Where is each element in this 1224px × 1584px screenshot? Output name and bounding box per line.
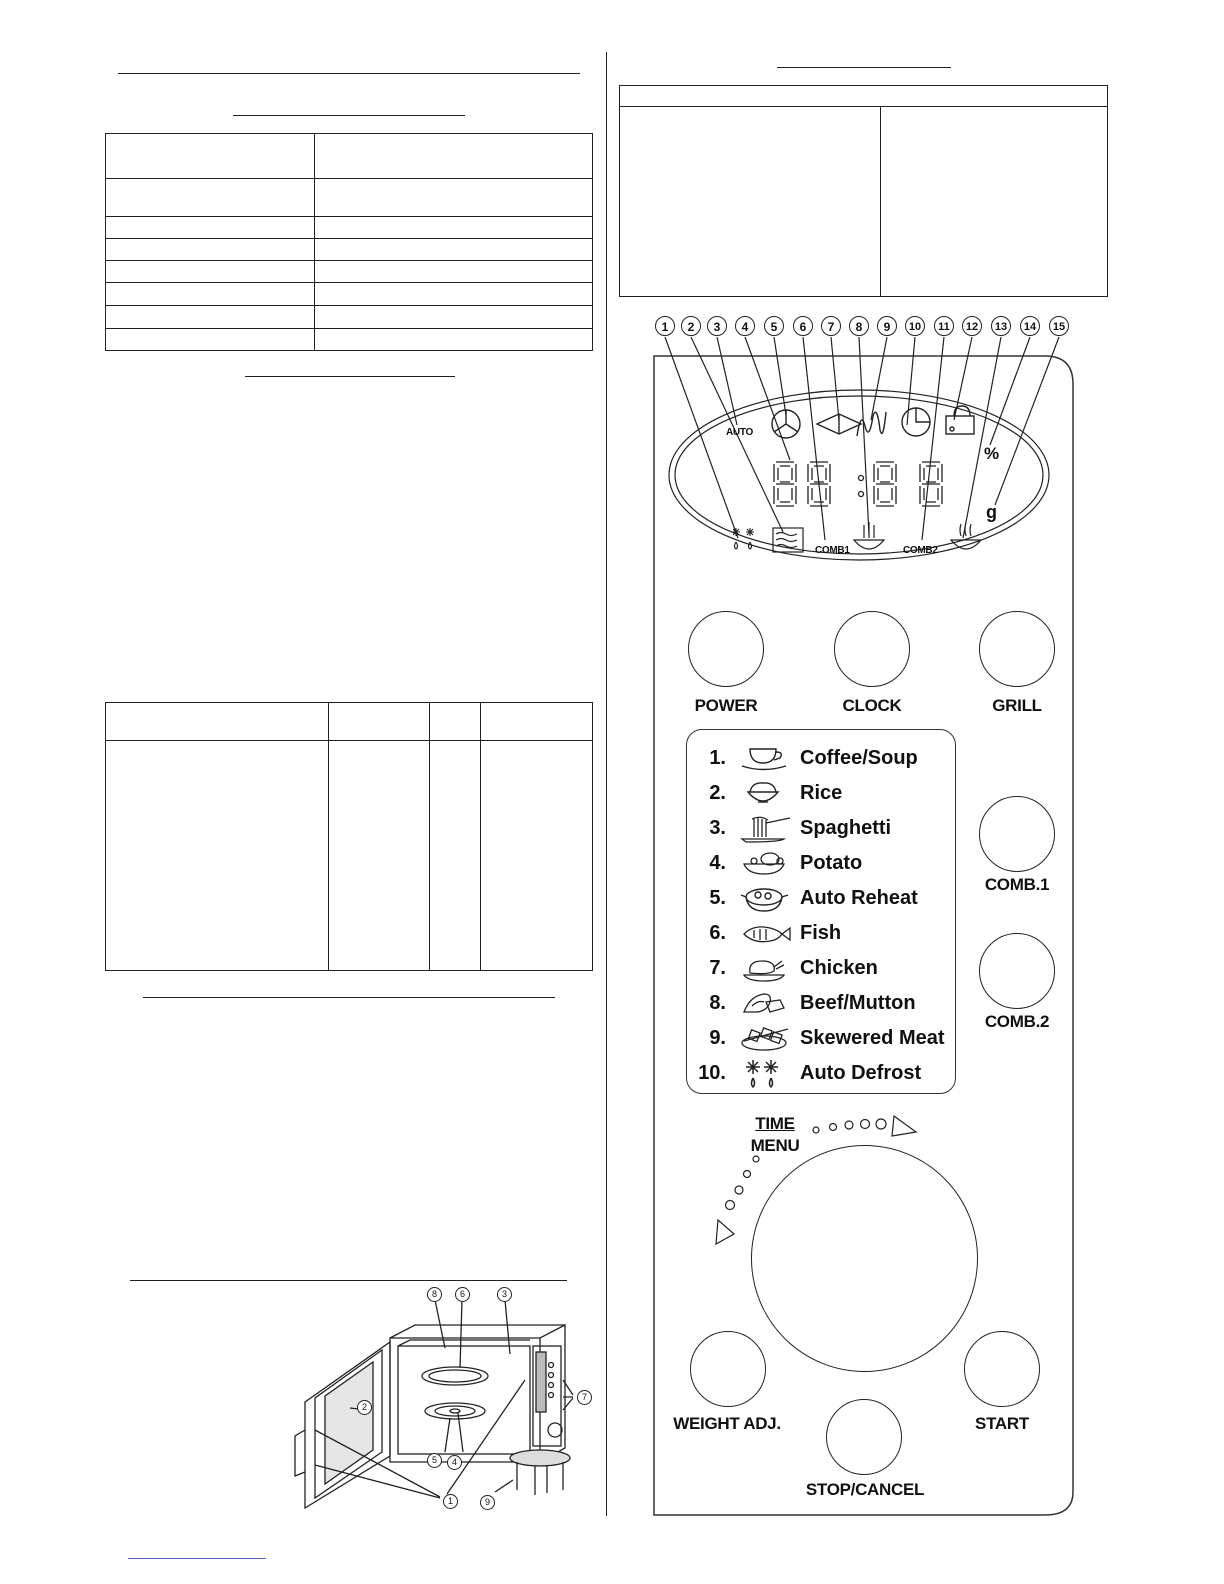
menu-name: Skewered Meat bbox=[800, 1027, 945, 1049]
percent-indicator: % bbox=[984, 444, 1000, 463]
callout-3: 3 bbox=[707, 316, 727, 336]
callout-15: 15 bbox=[1049, 316, 1069, 336]
specifications-table bbox=[105, 133, 593, 351]
menu-number: 10. bbox=[698, 1062, 726, 1084]
oven-callout-6: 6 bbox=[455, 1287, 470, 1302]
clock-icon bbox=[902, 408, 930, 436]
list-item bbox=[690, 992, 960, 1027]
list-item bbox=[690, 957, 960, 992]
callout-12: 12 bbox=[962, 316, 982, 336]
time-menu-dial[interactable] bbox=[751, 1145, 978, 1372]
oven-illustration bbox=[285, 1280, 605, 1520]
oven-callout-8: 8 bbox=[427, 1287, 442, 1302]
callout-5: 5 bbox=[764, 316, 784, 336]
column-divider bbox=[606, 52, 607, 1516]
callout-10: 10 bbox=[905, 316, 925, 336]
callout-13: 13 bbox=[991, 316, 1011, 336]
right-table bbox=[619, 85, 1108, 297]
menu-label: MENU bbox=[750, 1136, 800, 1155]
steam-bowl-icon bbox=[854, 522, 884, 549]
lock-icon bbox=[946, 406, 974, 434]
comb2-label: COMB.2 bbox=[984, 1012, 1050, 1031]
comb1-label: COMB.1 bbox=[984, 875, 1050, 894]
heading-rule-right bbox=[777, 67, 951, 68]
arrow-left-icon bbox=[716, 1220, 734, 1244]
list-item bbox=[690, 1062, 960, 1097]
potato-icon bbox=[740, 850, 792, 878]
callout-6: 6 bbox=[793, 316, 813, 336]
beef-icon bbox=[740, 990, 792, 1018]
rice-bowl-icon bbox=[740, 780, 792, 808]
menu-name: Coffee/Soup bbox=[800, 747, 918, 769]
oven-callout-9: 9 bbox=[480, 1495, 495, 1510]
list-item bbox=[690, 782, 960, 817]
callout-11: 11 bbox=[934, 316, 954, 336]
gram-indicator: g bbox=[986, 502, 997, 522]
oven-callout-1: 1 bbox=[443, 1494, 458, 1509]
comb1-indicator: COMB1 bbox=[815, 545, 850, 556]
heading-rule-install bbox=[143, 997, 555, 998]
menu-number: 6. bbox=[709, 922, 726, 944]
menu-name: Rice bbox=[800, 782, 843, 804]
oven-callout-3: 3 bbox=[497, 1287, 512, 1302]
callout-4: 4 bbox=[735, 316, 755, 336]
spaghetti-fork-icon bbox=[740, 815, 792, 843]
stop-cancel-label: STOP/CANCEL bbox=[805, 1480, 925, 1499]
digit-display bbox=[774, 462, 942, 506]
skewer-icon bbox=[740, 1025, 792, 1053]
comb2-indicator: COMB2 bbox=[903, 545, 938, 556]
time-label: TIME bbox=[755, 1114, 795, 1133]
list-item bbox=[690, 922, 960, 957]
power-button[interactable] bbox=[688, 611, 764, 687]
comb1-button[interactable] bbox=[979, 796, 1055, 872]
menu-number: 1. bbox=[709, 747, 726, 769]
oven-callout-7: 7 bbox=[577, 1390, 592, 1405]
menu-name: Chicken bbox=[800, 957, 878, 979]
start-button[interactable] bbox=[964, 1331, 1040, 1407]
menu-number: 4. bbox=[709, 852, 726, 874]
callout-2: 2 bbox=[681, 316, 701, 336]
menu-name: Fish bbox=[800, 922, 842, 944]
heading-rule-top bbox=[118, 73, 580, 74]
clock-button[interactable] bbox=[834, 611, 910, 687]
chicken-icon bbox=[740, 955, 792, 983]
list-item bbox=[690, 852, 960, 887]
clock-label: CLOCK bbox=[842, 696, 902, 715]
lcd-display bbox=[650, 330, 1080, 600]
coffee-cup-icon bbox=[740, 745, 792, 773]
callout-8: 8 bbox=[849, 316, 869, 336]
auto-menu-list bbox=[690, 747, 960, 1092]
oven-callout-4: 4 bbox=[447, 1455, 462, 1470]
weight-adj-label: WEIGHT ADJ. bbox=[673, 1414, 781, 1433]
list-item bbox=[690, 747, 960, 782]
callout-14: 14 bbox=[1020, 316, 1040, 336]
heading-rule-section bbox=[245, 376, 455, 377]
menu-name: Potato bbox=[800, 852, 863, 874]
menu-name: Auto Defrost bbox=[800, 1062, 922, 1084]
menu-number: 9. bbox=[709, 1027, 726, 1049]
menu-number: 8. bbox=[709, 992, 726, 1014]
menu-name: Spaghetti bbox=[800, 817, 892, 839]
diamond-icon bbox=[817, 414, 861, 434]
arrow-right-icon bbox=[892, 1116, 916, 1136]
heading-rule-specs bbox=[233, 115, 465, 116]
list-item bbox=[690, 817, 960, 852]
oven-callout-2: 2 bbox=[357, 1400, 372, 1415]
menu-name: Beef/Mutton bbox=[800, 992, 916, 1014]
grill-button[interactable] bbox=[979, 611, 1055, 687]
auto-indicator: AUTO bbox=[726, 427, 753, 438]
grill-label: GRILL bbox=[992, 696, 1042, 715]
comb2-button[interactable] bbox=[979, 933, 1055, 1009]
menu-number: 5. bbox=[709, 887, 726, 909]
menu-number: 2. bbox=[709, 782, 726, 804]
callout-1: 1 bbox=[655, 316, 675, 336]
oven-callout-5: 5 bbox=[427, 1453, 442, 1468]
reheat-pot-icon bbox=[740, 885, 792, 913]
fish-icon bbox=[740, 920, 792, 948]
cookware-table bbox=[105, 702, 593, 971]
power-label: POWER bbox=[694, 696, 758, 715]
menu-number: 7. bbox=[709, 957, 726, 979]
callout-9: 9 bbox=[877, 316, 897, 336]
defrost-icon bbox=[740, 1060, 792, 1088]
start-label: START bbox=[975, 1414, 1029, 1433]
menu-number: 3. bbox=[709, 817, 726, 839]
list-item bbox=[690, 1027, 960, 1062]
menu-name: Auto Reheat bbox=[800, 887, 918, 909]
stop-cancel-button[interactable] bbox=[826, 1399, 902, 1475]
list-item bbox=[690, 887, 960, 922]
footer-link-rule bbox=[128, 1558, 266, 1559]
callout-7: 7 bbox=[821, 316, 841, 336]
weight-adj-button[interactable] bbox=[690, 1331, 766, 1407]
